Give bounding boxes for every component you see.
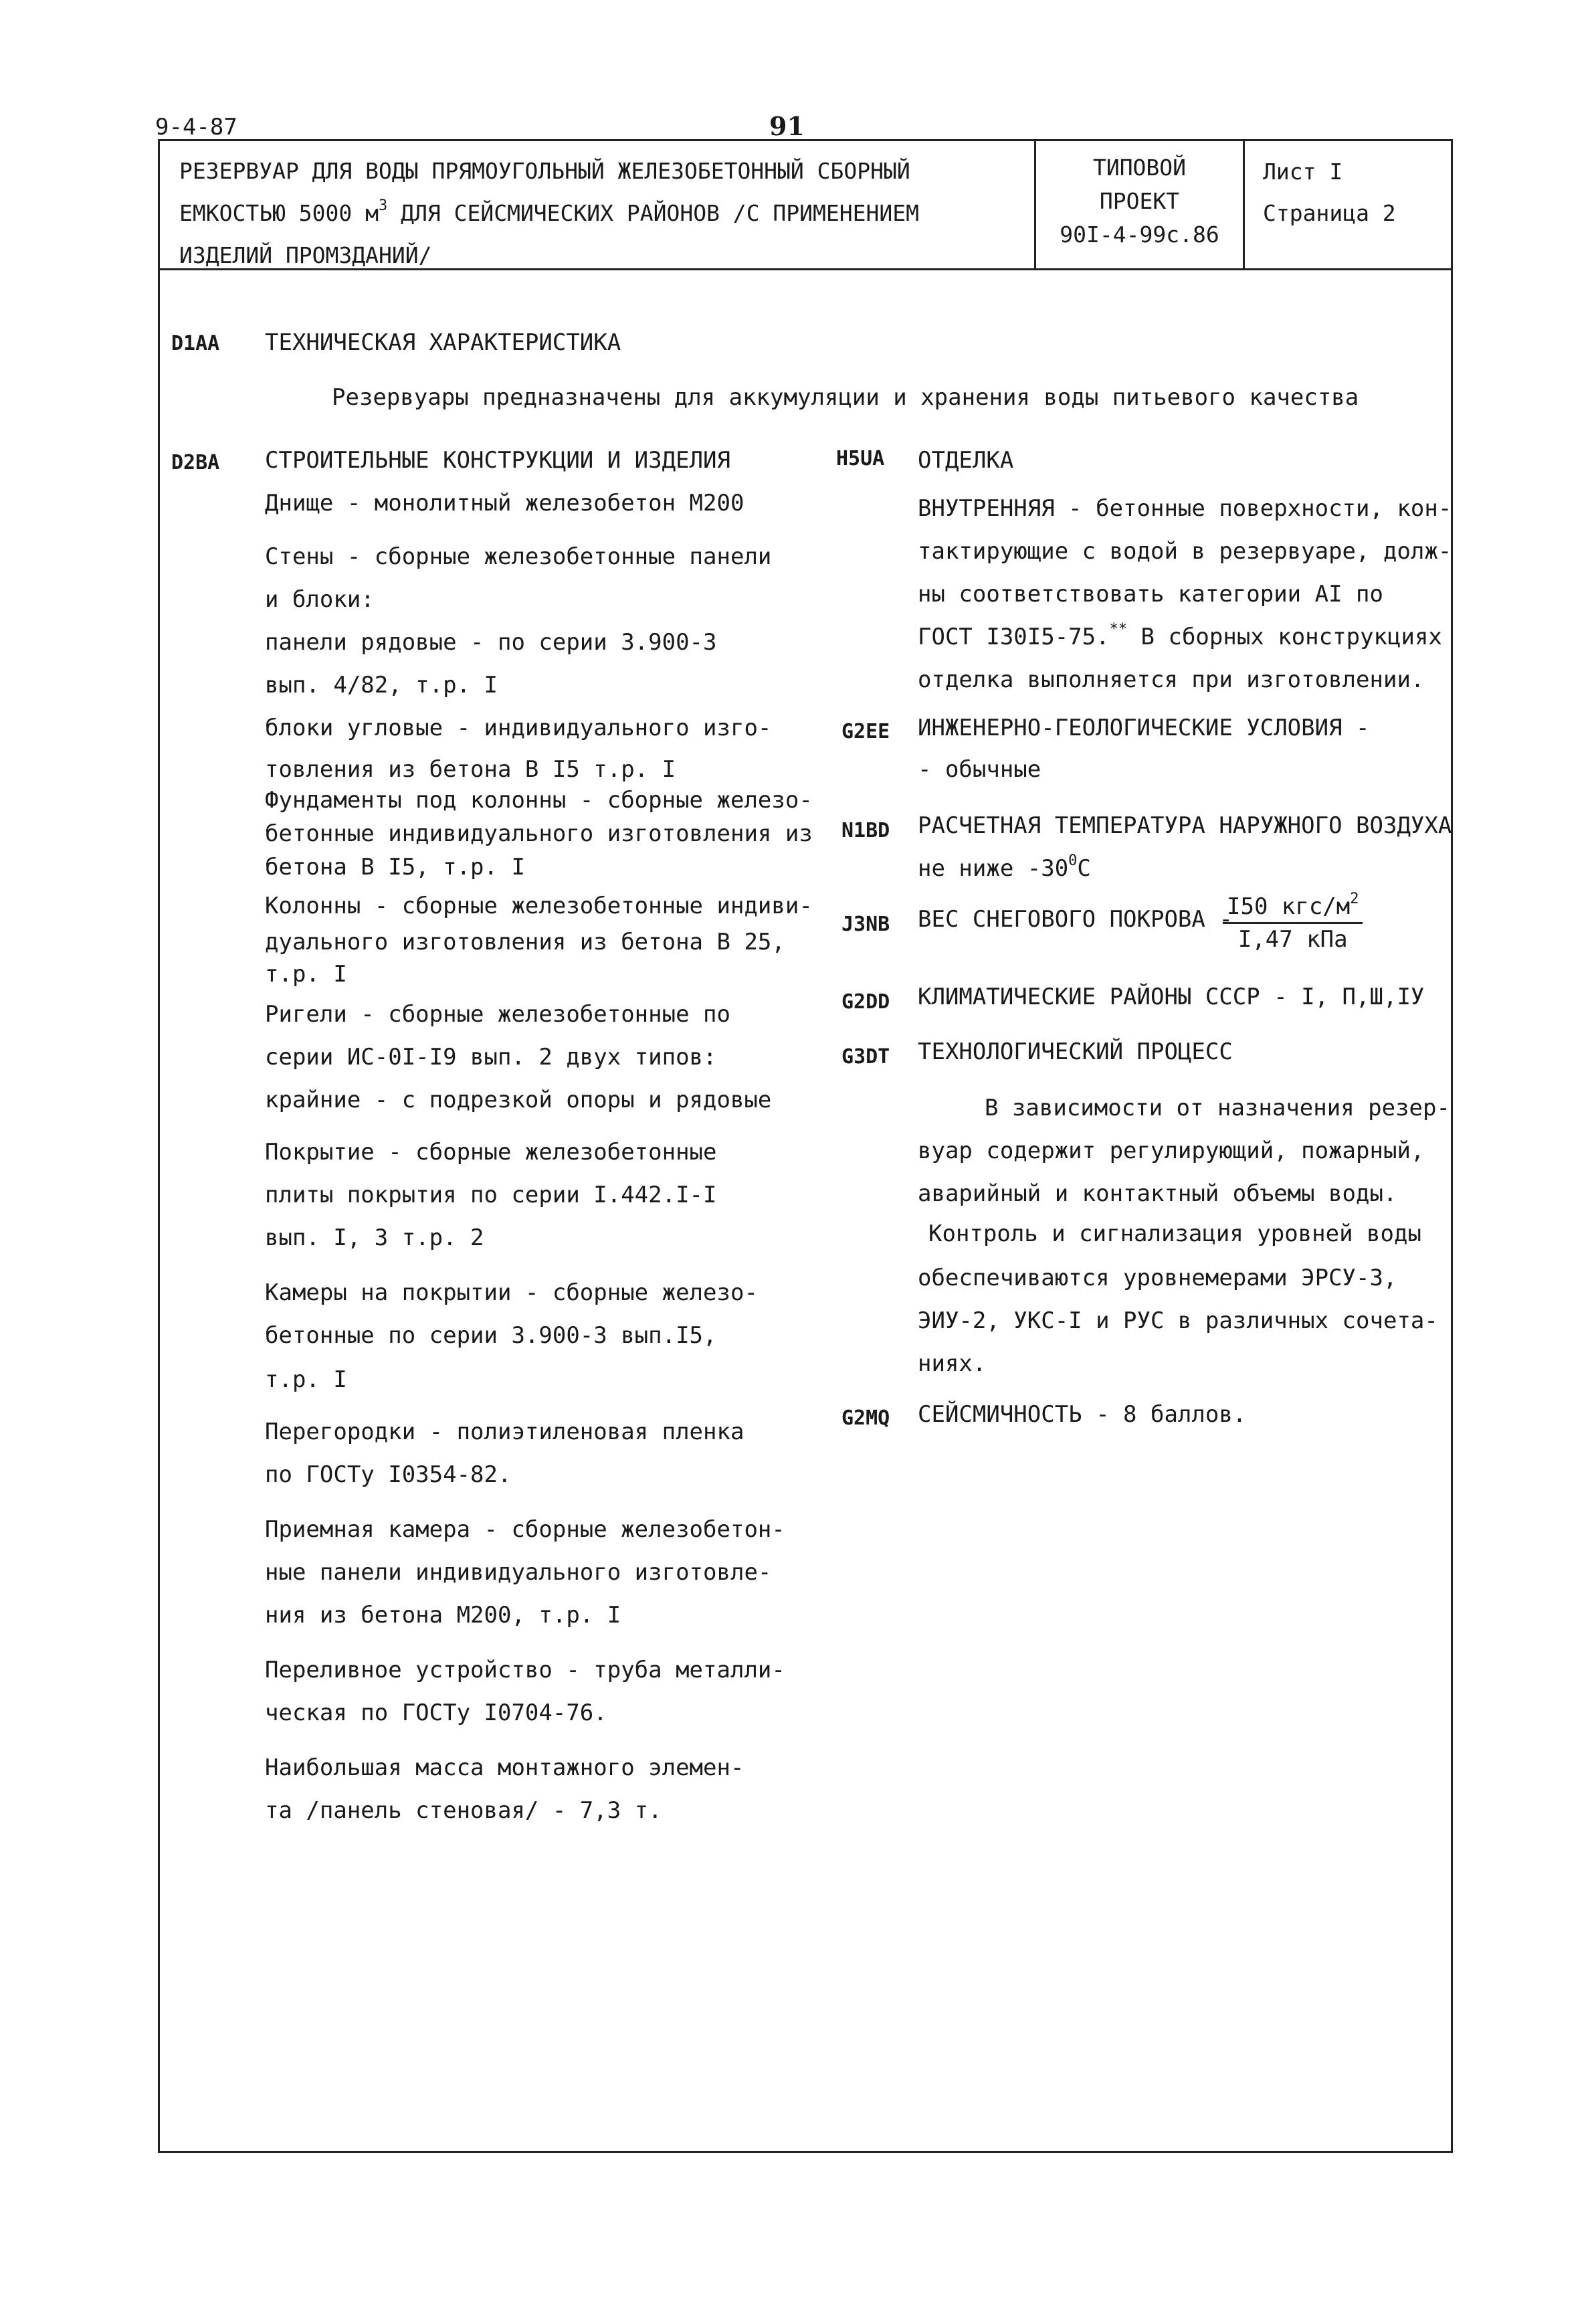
construction-line: Колонны - сборные железобетонные индиви- — [265, 893, 813, 919]
construction-line: панели рядовые - по серии 3.900-3 — [265, 629, 717, 656]
project-cell — [1036, 151, 1243, 252]
construction-line: серии ИС-0I-I9 вып. 2 двух типов: — [265, 1044, 717, 1071]
section-title: ВЕС СНЕГОВОГО ПОКРОВА - — [918, 906, 1233, 933]
tech-description: Резервуары предназначены для аккумуляции и хранения воды питьевого качества — [332, 384, 1359, 411]
construction-line: бетонные по серии 3.900-3 вып.I5, — [265, 1322, 717, 1349]
section-code: G2EE — [841, 720, 890, 743]
section-title: КЛИМАТИЧЕСКИЕ РАЙОНЫ СССР - I, П,Ш,IУ — [918, 984, 1425, 1010]
section-title: РАСЧЕТНАЯ ТЕМПЕРАТУРА НАРУЖНОГО ВОЗДУХА — [918, 812, 1452, 839]
process-line: вуар содержит регулирующий, пожарный, — [918, 1137, 1425, 1164]
construction-line: Камеры на покрытии - сборные железо- — [265, 1279, 758, 1306]
snow-load-fraction: $\frac{I50 кгс/м^2}{\text{I,47 кПа}}$ — [1223, 891, 1363, 955]
section-code: G2MQ — [841, 1406, 890, 1430]
construction-line: вып. 4/82, т.р. I — [265, 672, 498, 699]
page-label: Страница 2 — [1263, 200, 1396, 226]
construction-line: Днище - монолитный железобетон М200 — [265, 490, 744, 517]
section-code: D2BA — [171, 451, 220, 474]
section-code: D1AA — [171, 332, 220, 355]
construction-line: Стены - сборные железобетонные панели — [265, 543, 772, 570]
section-title: СТРОИТЕЛЬНЫЕ КОНСТРУКЦИИ И ИЗДЕЛИЯ — [265, 447, 730, 474]
process-line: ЭИУ-2, УКС-I и РУС в различных сочета- — [918, 1307, 1438, 1334]
construction-line: Перегородки - полиэтиленовая пленка — [265, 1418, 744, 1445]
construction-line: Ригели - сборные железобетонные по — [265, 1001, 730, 1028]
title-line-1: РЕЗЕРВУАР ДЛЯ ВОДЫ ПРЯМОУГОЛЬНЫЙ ЖЕЛЕЗОБЕТОННЫЙ СБОРНЫЙ — [179, 158, 910, 184]
section-title: ТЕХНИЧЕСКАЯ ХАРАКТЕРИСТИКА — [265, 329, 621, 356]
page-number: 91 — [769, 111, 805, 141]
section-code: J3NB — [841, 913, 890, 936]
construction-line: Наибольшая масса монтажного элемен- — [265, 1754, 744, 1781]
temperature-value: не ниже $-30^0С$ — [918, 852, 1091, 882]
process-line: Контроль и сигнализация уровней воды — [928, 1220, 1421, 1247]
construction-line: Покрытие - сборные железобетонные — [265, 1139, 717, 1166]
construction-line: товления из бетона В I5 т.р. I — [265, 756, 676, 783]
construction-line: Приемная камера - сборные железобетон- — [265, 1516, 785, 1543]
process-line: ниях. — [918, 1350, 987, 1377]
project-number: 90I-4-99с.86 — [1060, 221, 1219, 248]
document-title — [179, 150, 919, 276]
construction-line: т.р. I — [265, 961, 347, 988]
process-line: обеспечиваются уровнемерами ЭРСУ-3, — [918, 1265, 1397, 1291]
section-title: СЕЙСМИЧНОСТЬ - 8 баллов. — [918, 1401, 1247, 1428]
construction-line: и блоки: — [265, 586, 375, 613]
project-label-2: ПРОЕКТ — [1099, 188, 1180, 214]
construction-line: т.р. I — [265, 1366, 347, 1393]
construction-line: по ГОСТу I0354-82. — [265, 1461, 512, 1488]
finish-line: ГОСТ I30I5-75.** В сборных конструкциях — [918, 621, 1442, 650]
section-title: ИНЖЕНЕРНО-ГЕОЛОГИЧЕСКИЕ УСЛОВИЯ - — [918, 715, 1370, 741]
finish-line: тактирующие с водой в резервуаре, долж- — [918, 538, 1452, 565]
construction-line: дуального изготовления из бетона В 25, — [265, 929, 785, 955]
section-code: G3DT — [841, 1045, 890, 1069]
sheet-cell — [1263, 151, 1396, 234]
section-title: ТЕХНОЛОГИЧЕСКИЙ ПРОЦЕСС — [918, 1038, 1233, 1065]
process-line: В зависимости от назначения резер- — [985, 1095, 1450, 1121]
section-code: N1BD — [841, 819, 890, 842]
construction-line: ния из бетона М200, т.р. I — [265, 1602, 621, 1629]
construction-line: бетонные индивидуального изготовления из — [265, 820, 813, 847]
construction-line: бетона В I5, т.р. I — [265, 854, 525, 881]
construction-line: крайние - с подрезкой опоры и рядовые — [265, 1087, 772, 1113]
construction-line: вып. I, 3 т.р. 2 — [265, 1224, 484, 1251]
construction-line: Фундаменты под колонны - сборные железо- — [265, 787, 813, 814]
title-line-2: ЕМКОСТЬЮ 5000 $м^3$ ДЛЯ СЕЙСМИЧЕСКИХ РАЙОНОВ /С ПРИМЕНЕНИЕМ — [179, 197, 919, 226]
section-code: G2DD — [841, 990, 890, 1014]
section-title: ОТДЕЛКА — [918, 447, 1014, 474]
finish-line: ВНУТРЕННЯЯ - бетонные поверхности, кон- — [918, 495, 1452, 522]
project-label: ТИПОВОЙ — [1092, 155, 1187, 181]
section-code: H5UA — [836, 447, 885, 470]
document-code: 9-4-87 — [155, 114, 237, 141]
process-line: аварийный и контактный объемы воды. — [918, 1180, 1397, 1207]
title-line-3: ИЗДЕЛИЙ ПРОМЗДАНИЙ/ — [179, 242, 432, 268]
finish-line: ны соответствовать категории АI по — [918, 581, 1383, 608]
construction-line: та /панель стеновая/ - 7,3 т. — [265, 1797, 662, 1824]
construction-line: ные панели индивидуального изготовле- — [265, 1559, 772, 1586]
construction-line: ческая по ГОСТу I0704-76. — [265, 1699, 607, 1726]
finish-line: отделка выполняется при изготовлении. — [918, 666, 1425, 693]
geology-text: - обычные — [918, 756, 1041, 783]
sheet-number: Лист I — [1263, 159, 1343, 185]
title-block-divider — [1243, 139, 1245, 270]
construction-line: Переливное устройство - труба металли- — [265, 1657, 785, 1683]
construction-line: плиты покрытия по серии I.442.I-I — [265, 1182, 717, 1208]
construction-line: блоки угловые - индивидуального изго- — [265, 715, 772, 741]
